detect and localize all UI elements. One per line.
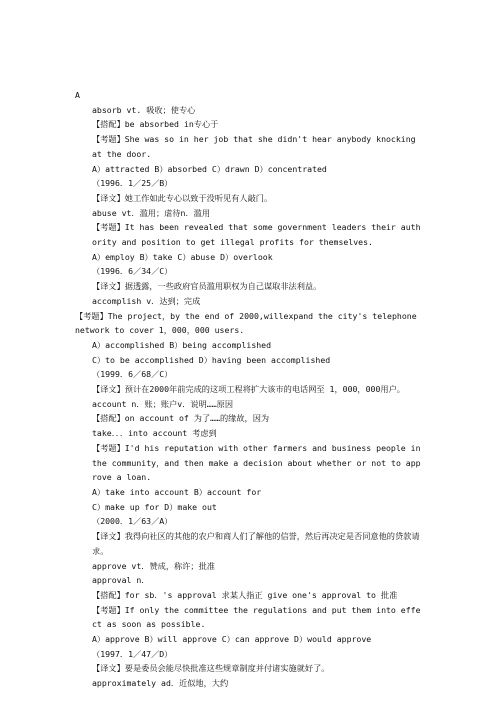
text-line: 【考题】I'd his reputation with other farmers and business people in the community，and then make a decision about whether or not to approve a loan. [92, 442, 426, 483]
text-line: 【搭配】for sb．'s approval 求某人指正 give one's approval to 批准 [92, 589, 398, 600]
text-line: take．．．into account 考虑到 [92, 428, 217, 439]
text-line: A）approve B）will approve C）can approve D）would approve [92, 634, 372, 645]
text-line: account n．账；账户v．说明……原因 [92, 398, 234, 409]
text-line: 【考题】She was so in her job that she didn't hear anybody knocking at the door. [92, 134, 421, 159]
text-line: approximately ad．近似地，大约 [92, 678, 229, 689]
text-line: approve vt．赞成，称许；批准 [92, 560, 215, 571]
text-line: absorb vt. 吸收；使专心 [92, 104, 196, 115]
text-line: C）to be accomplished D）having been accomplished [92, 354, 331, 365]
text-line: A [75, 90, 80, 100]
text-line: （2000．1／63／A） [92, 516, 173, 527]
text-line: A）attracted B）absorbed C）drawn D）concentrated [92, 163, 327, 174]
text-line: 【考题】It has been revealed that some government leaders their authority and position to get illegal profits for themselves. [92, 222, 421, 248]
text-line: （1996．6／34／C） [92, 266, 173, 277]
text-line: approval n． [92, 575, 150, 586]
text-line: 【搭配】be absorbed in专心于 [92, 119, 219, 130]
text-line: 【译文】要是委员会能尽快批准这些规章制度并付诸实施就好了。 [92, 663, 330, 674]
text-line: 【考题】If only the committee the regulations and put them into effect as soon as possible. [92, 604, 421, 630]
text-line: A）accomplished B）being accomplished [92, 339, 272, 350]
text-line: 【译文】我得向社区的其他的农户和商人们了解他的信誉，然后再决定是否同意他的贷款请求。 [92, 531, 420, 556]
text-line: 【译文】预计在2000年前完成的这项工程将扩大该市的电话网至 1，000，000用户。 [92, 384, 405, 395]
text-line: A）employ B）take C）abuse D）overlook [92, 251, 273, 262]
text-line: 【译文】据透露，一些政府官员滥用职权为自己谋取非法利益。 [92, 281, 322, 292]
text-line: abuse vt．滥用；虐待n．滥用 [92, 207, 211, 218]
text-line: A）take into account B）account for [92, 486, 262, 497]
text-line: C）make up for D）make out [92, 501, 217, 512]
text-line: 【考题】The project，by the end of 2000,willexpand the city's telephone network to cover 1，000，000 users. [75, 310, 422, 336]
text-line: （1997．1／47／D） [92, 648, 173, 659]
text-line: 【译文】她工作如此专心以致于没听见有人敲门。 [92, 192, 273, 203]
text-line: （1999．6／68／C） [92, 369, 173, 380]
text-line: （1996．1／25／B） [92, 178, 173, 189]
text-line: 【搭配】on account of 为了……的缘故，因为 [92, 413, 270, 424]
text-line: accomplish v．达到；完成 [92, 295, 201, 306]
document-body [75, 88, 425, 691]
